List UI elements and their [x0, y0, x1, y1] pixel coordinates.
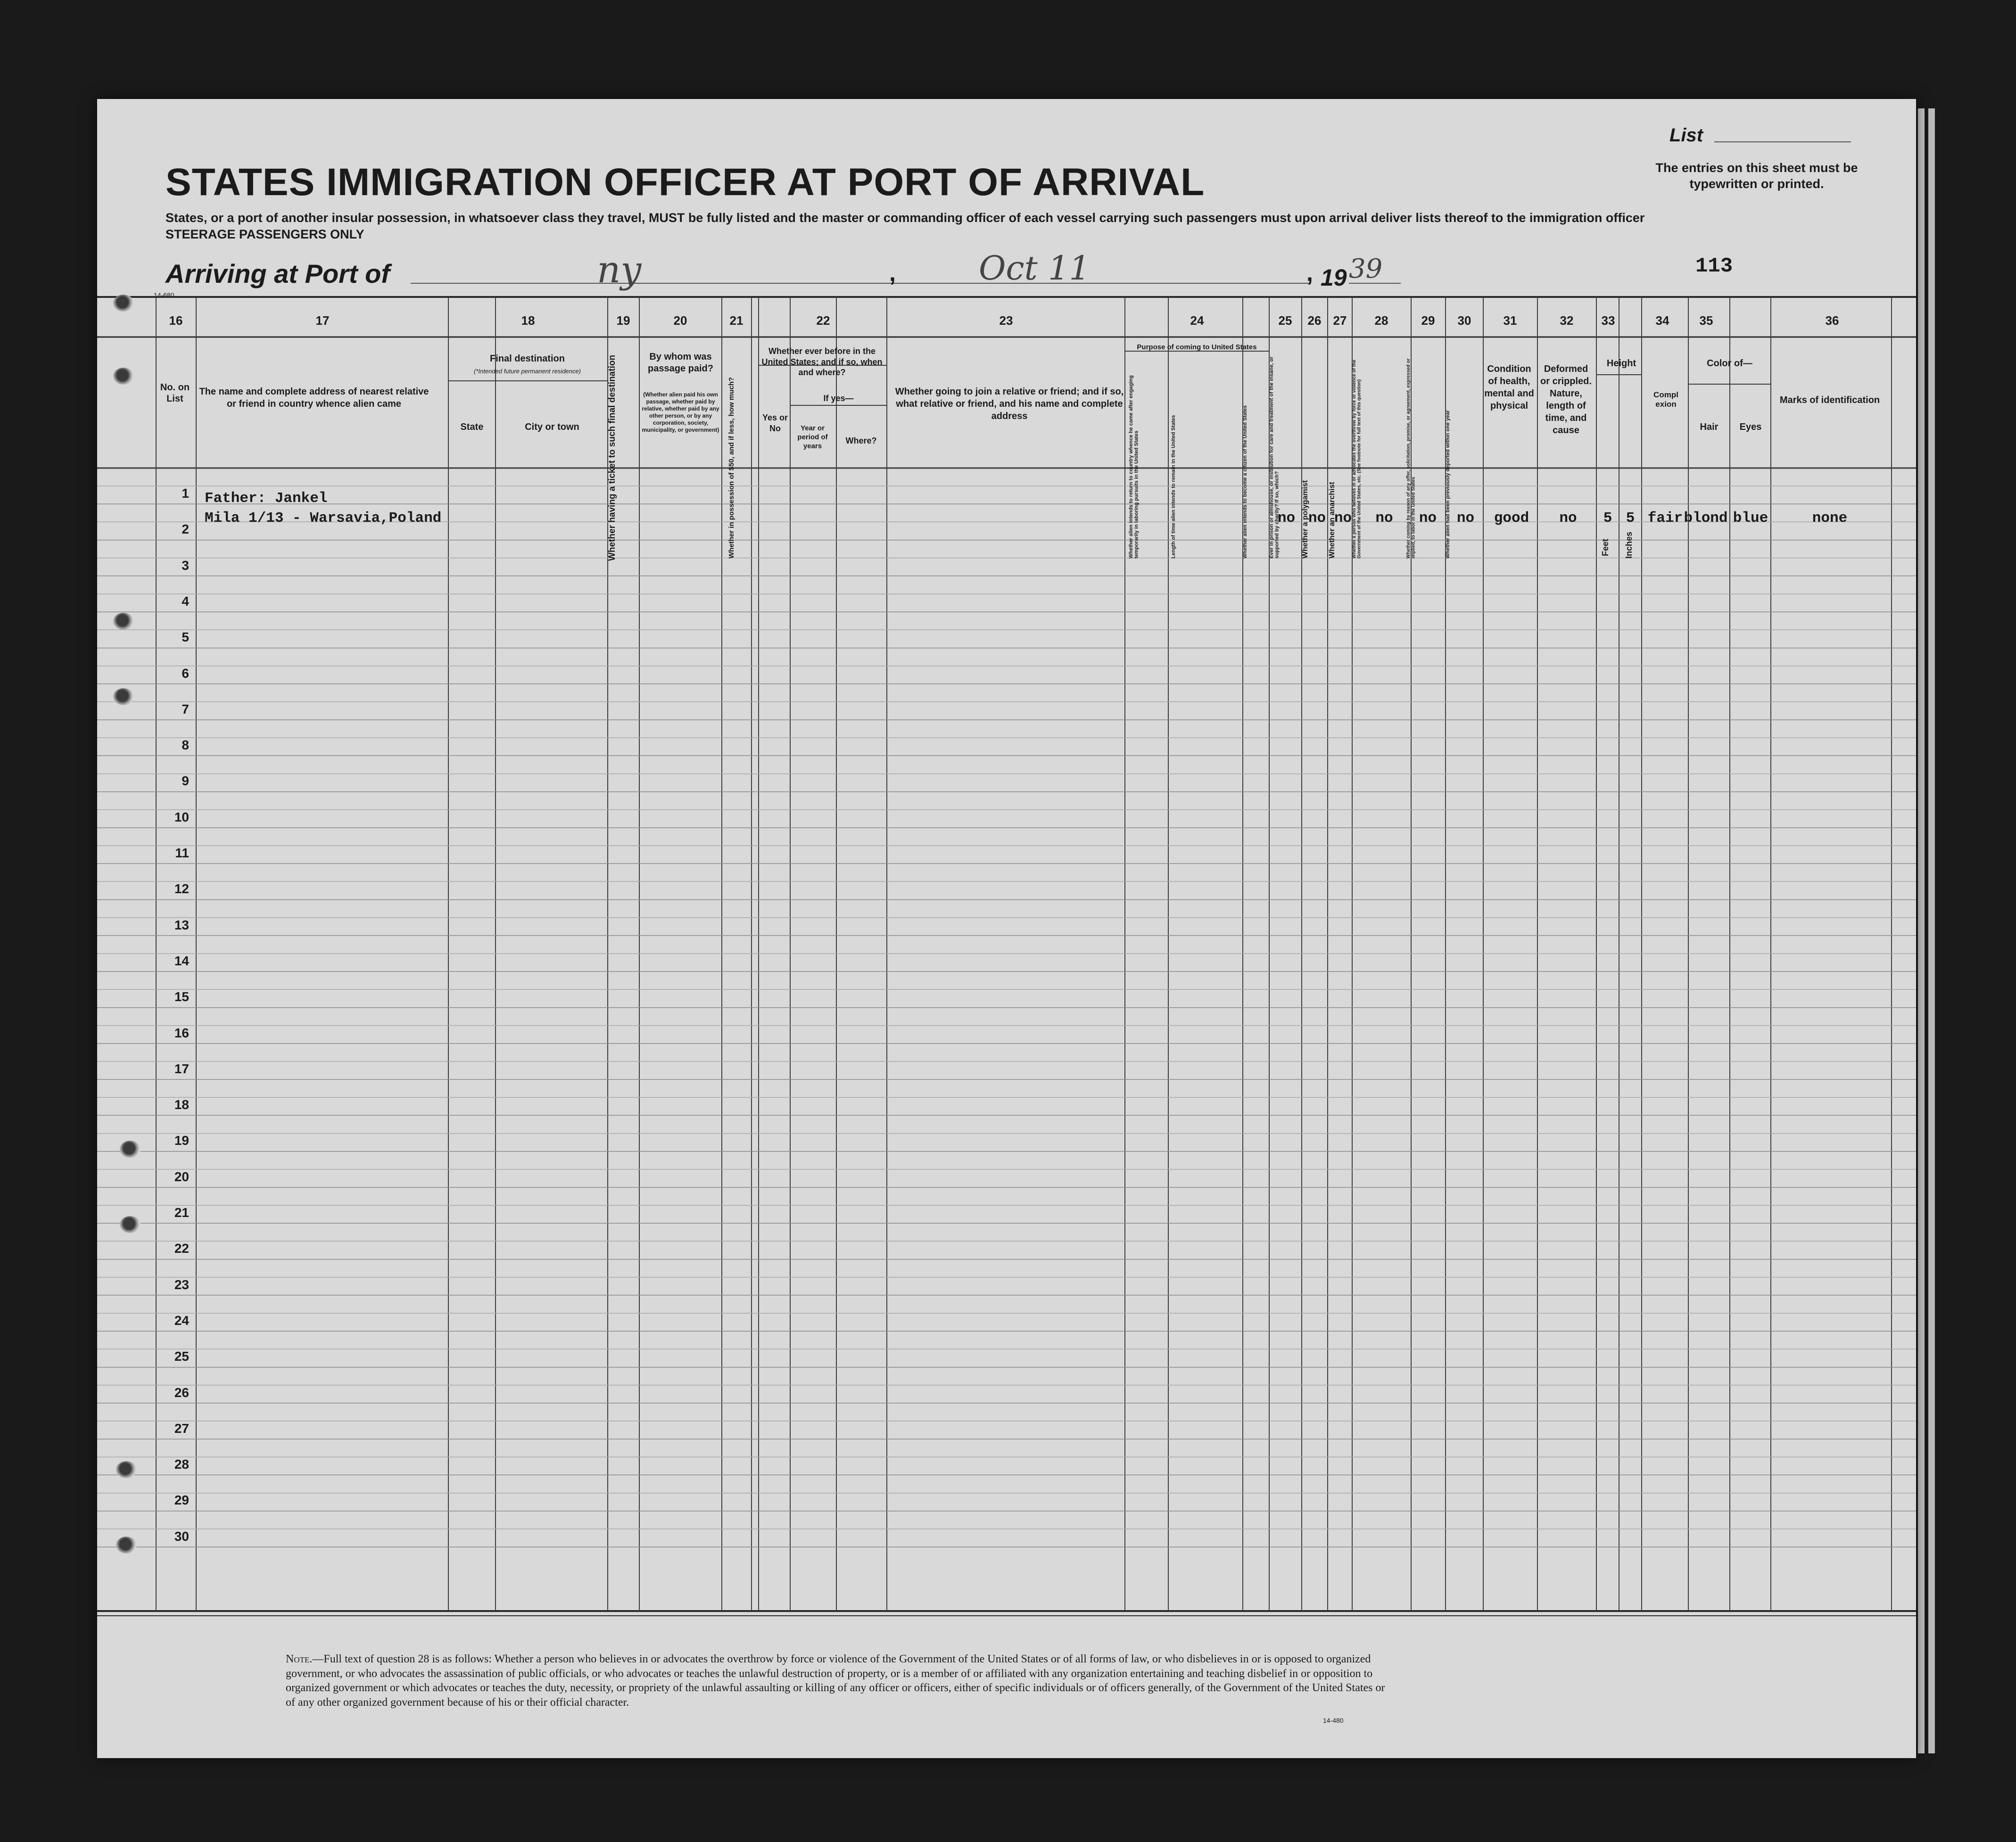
column-number: 21: [729, 313, 744, 328]
col24a-header: Whether alien intends to return to country whence he came after engaging temporarily in laboring pursuits in the United States: [1128, 375, 1140, 559]
row-number: 10: [174, 809, 189, 824]
col34-header: Complexion: [1653, 390, 1678, 409]
row-number: 26: [174, 1385, 189, 1400]
row-number: 22: [174, 1241, 189, 1256]
column-number: 20: [673, 313, 687, 328]
col18-city: City or town: [525, 422, 579, 432]
column-number: 35: [1699, 313, 1713, 328]
entry1-health: good: [1494, 510, 1529, 526]
entry1-complexion: fair: [1647, 510, 1683, 526]
binder-hole: [113, 613, 134, 630]
col31-header: Condition of health, mental and physical: [1484, 364, 1534, 411]
form-title: STATES IMMIGRATION OFFICER AT PORT OF ARRIVAL: [165, 161, 1205, 204]
entry1-q26: no: [1308, 510, 1326, 526]
entry1-marks: none: [1812, 510, 1848, 526]
binder-hole: [113, 688, 134, 705]
col17-header: The name and complete address of nearest relative or friend in country whence alien came: [199, 386, 429, 409]
row-number: 7: [182, 701, 189, 716]
row-number: 11: [175, 846, 189, 860]
column-number: 25: [1278, 313, 1292, 328]
entry1-q25: no: [1277, 510, 1296, 526]
date-handwritten: Oct 11: [979, 249, 1091, 288]
col23-header: Whether going to join a relative or friend; and if so, what relative or friend, and his name and complete address: [895, 386, 1124, 421]
column-number: 27: [1333, 313, 1347, 328]
row-number: 21: [174, 1205, 189, 1220]
column-number: 36: [1825, 313, 1839, 328]
entry1-feet: 5: [1603, 510, 1612, 526]
col18-state: State: [460, 422, 484, 432]
form-grid: [97, 99, 1916, 1758]
col33-feet: Feet: [1601, 538, 1610, 556]
row-number: 19: [174, 1133, 189, 1148]
page-number: 113: [1695, 255, 1733, 278]
col18-subheader: (*Intended future permanent residence): [474, 368, 581, 375]
row-number: 16: [174, 1025, 189, 1040]
entry1-hair: blond: [1684, 510, 1728, 526]
year-prefix: 19: [1321, 264, 1347, 291]
footnote-text: —Full text of question 28 is as follows: Whether a person who believes in or advocates the overthrow by force or violence of the Government of the United States or of all forms of law, or who disbelieves in or is opposed to organized government, or who advocates the assassination of public officials, or who advocates or teaches the unlawful destruction of property, or is a member of or affiliated with any organization entertaining and teaching disbelief in or opposition to organized government or which advocates or teaches the duty, necessity, or propriety of the unlawful assaulting or killing of any officer or officers, either of specific individuals or of officers generally, of the Government of the United States or of any other organized government because of his or their official character.: [286, 1653, 1385, 1709]
entry1-relative-line2: Mila 1/13 - Warsavia,Poland: [205, 510, 442, 526]
row-number: 6: [182, 666, 189, 681]
binder-hole: [116, 1537, 137, 1554]
row-number: 25: [174, 1349, 189, 1364]
binder-hole: [113, 368, 134, 385]
col16-header: No. on List: [160, 382, 190, 404]
column-number: 32: [1560, 313, 1574, 328]
col22-header: Whether ever before in the United States; and if so, when and where?: [761, 346, 883, 377]
column-number: 19: [616, 313, 630, 328]
binder-hole: [120, 1216, 140, 1233]
col35-header: Color of—: [1707, 358, 1752, 369]
column-number: 18: [521, 313, 535, 328]
column-number: 31: [1503, 313, 1517, 328]
row-number: 12: [174, 881, 189, 896]
manifest-sheet: [97, 99, 1916, 1758]
binder-hole: [113, 295, 134, 312]
column-number: 26: [1307, 313, 1322, 328]
row-number: 17: [174, 1061, 189, 1076]
comma-1: ,: [889, 260, 896, 286]
col20-header: By whom was passage paid?: [648, 352, 713, 374]
row-number: 30: [174, 1529, 189, 1544]
footnote-label: Note.: [286, 1653, 313, 1665]
row-number: 5: [182, 630, 189, 645]
column-number: 23: [999, 313, 1013, 328]
col25-header: Ever in prison or almshouse, or institution for care and treatment of the insane, or supported by charity? If so, which?: [1269, 356, 1280, 559]
row-number: 3: [182, 558, 189, 573]
form-subtitle: States, or a port of another insular possession, in whatsoever class they travel, MUST be fully listed and the master or commanding officer of each vessel carrying such passengers must upon arrival deliver lists thereof to the immigration officer: [165, 211, 1645, 225]
col24c-header: Whether alien intends to become a citizen of the United States: [1242, 405, 1248, 559]
row-number: 2: [182, 522, 189, 537]
col29-header: Whether coming by reason of any offer, solicitation, promise, or agreement, expressed or implied, to labor in the United States: [1406, 358, 1416, 559]
footnote-code: 14-480: [1323, 1717, 1344, 1724]
row-number: 15: [174, 989, 189, 1004]
row-number: 23: [174, 1277, 189, 1292]
row-number: 24: [174, 1313, 189, 1328]
column-number: 30: [1457, 313, 1471, 328]
col35-eyes: Eyes: [1739, 422, 1762, 432]
row-number: 1: [182, 486, 189, 501]
col22-where: Where?: [845, 436, 877, 445]
col18-header: Final destination: [490, 354, 565, 364]
col28-header: Whether a person who believes in or advocates the overthrow by force or violence of the Government of the United States, etc. (See footnote for full text of this question): [1352, 360, 1362, 559]
row-number: 4: [182, 593, 189, 609]
col21-header: Whether in possession of $50, and if less, how much?: [727, 377, 735, 559]
col24-header: Purpose of coming to United States: [1137, 343, 1257, 351]
col19-header: Whether having a ticket to such final destination: [607, 354, 617, 561]
row-number: 13: [174, 917, 189, 932]
row-number: 18: [174, 1097, 189, 1112]
col30-header: Whether alien had been previously deported within one year: [1445, 410, 1451, 559]
column-number: 24: [1190, 313, 1204, 328]
col24b-header: Length of time alien intends to remain in the United States: [1171, 415, 1176, 559]
binder-hole: [120, 1141, 140, 1158]
row-number: 28: [174, 1457, 189, 1472]
column-number: 34: [1655, 313, 1669, 328]
entry1-q27: no: [1334, 510, 1352, 526]
row-number: 20: [174, 1169, 189, 1184]
row-number: 9: [182, 773, 189, 789]
year-handwritten: 39: [1349, 254, 1383, 284]
arriving-label: Arriving at Port of: [165, 259, 390, 288]
port-handwritten: ny: [597, 249, 642, 291]
binder-hole: [116, 1461, 137, 1478]
entry1-deformed: no: [1559, 510, 1577, 526]
column-number: 17: [315, 313, 330, 328]
row-number: 14: [174, 953, 189, 968]
list-label: List: [1669, 125, 1703, 146]
col27-header: Whether an anarchist: [1328, 482, 1336, 559]
col20-subheader: (Whether alien paid his own passage, whether paid by relative, whether paid by any other person, or by any corporation, society, municipality, or government): [642, 391, 719, 433]
entry1-q30: no: [1456, 510, 1475, 526]
entry1-eyes: blue: [1733, 510, 1768, 526]
column-number: 29: [1421, 313, 1435, 328]
form-code: 14-680: [154, 291, 174, 299]
col22-ifyes: If yes—: [823, 394, 854, 403]
col36-header: Marks of identification: [1779, 395, 1880, 405]
column-number: 22: [816, 313, 830, 328]
footnote: [286, 1652, 1394, 1710]
column-number: 16: [169, 313, 183, 328]
row-number: 29: [174, 1493, 189, 1508]
entry1-q28: no: [1375, 510, 1393, 526]
col32-header: Deformed or crippled. Nature, length of time, and cause: [1540, 364, 1592, 436]
col35-hair: Hair: [1700, 422, 1719, 432]
row-number: 27: [174, 1421, 189, 1436]
col22-year: Year or period of years: [797, 424, 828, 450]
col33-inches: Inches: [1624, 531, 1634, 559]
class-line: STEERAGE PASSENGERS ONLY: [165, 227, 364, 241]
col33-header: Height: [1606, 358, 1636, 369]
entry1-q29: no: [1419, 510, 1437, 526]
column-number: 28: [1374, 313, 1388, 328]
comma-2: ,: [1306, 260, 1313, 286]
typewritten-note: The entries on this sheet must be typewritten or printed.: [1655, 161, 1858, 191]
entry1-relative-line1: Father: Jankel: [205, 490, 328, 507]
col26-header: Whether a polygamist: [1301, 480, 1309, 559]
col22-yesno: Yes or No: [762, 413, 788, 433]
column-number: 33: [1601, 313, 1615, 328]
row-number: 8: [182, 738, 189, 753]
entry1-inches: 5: [1626, 510, 1635, 526]
